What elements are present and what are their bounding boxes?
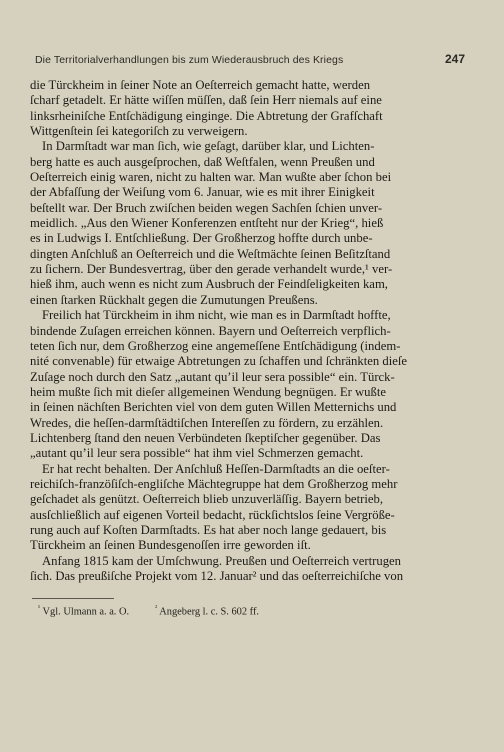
text-line: meidlich. „Aus den Wiener Konferenzen entſteht nur der Krieg“, hieß <box>30 216 384 231</box>
footnote-text: Vgl. Ulmann a. a. O. <box>42 606 130 618</box>
text-line: Lichtenberg ſtand den neuen Verbündeten ſkeptiſcher gegenüber. Das <box>30 430 381 445</box>
text-line: Wittgenſtein ſei kategoriſch zu verweigern. <box>30 124 248 139</box>
text-line: einen ſtarken Rückhalt gegen die Zumutungen Preußens. <box>30 292 318 307</box>
footnote-rule <box>32 598 114 599</box>
text-line: dingten Anſchluß an Oeſterreich und die Weſtmächte ſeinen Beſitzſtand <box>30 246 391 261</box>
text-line: ausſchließlich auf eigenen Vorteil bedacht, rückſichtslos ſeine Vergröße- <box>30 507 395 522</box>
running-title: Die Territorialverhandlungen bis zum Wiederausbruch des Kriegs <box>35 54 344 66</box>
text-line: Oeſterreich einig waren, nicht zu halten war. Man wußte aber ſchon bei <box>30 170 392 185</box>
text-line: „autant qu’il leur sera possible“ hat ihm viel Schmerzen gemacht. <box>30 446 364 461</box>
footnote-text: Angeberg l. c. S. 602 ff. <box>159 606 260 618</box>
text-line: rung auch auf Koſten Darmſtadts. Es hat aber noch lange gedauert, bis <box>30 522 387 537</box>
text-line: der Abfaſſung der Weiſung vom 6. Januar, wie es mit ihrer Einigkeit <box>30 185 375 200</box>
text-line: Anfang 1815 kam der Umſchwung. Preußen und Oeſterreich vertrugen <box>42 553 402 568</box>
body-text <box>30 78 471 584</box>
text-line: Türckheim an ſeinen Bundesgenoſſen irre geworden iſt. <box>30 538 311 553</box>
text-line: ſcharf getadelt. Er hätte wiſſen müſſen, daß ſein Herr niemals auf eine <box>30 93 382 108</box>
text-line: beſtellt war. Der Bruch zwiſchen beiden wegen Sachſen ſchien unver- <box>30 200 383 215</box>
page-number: 247 <box>444 52 465 66</box>
footnote-marker: ² <box>155 604 158 612</box>
footnote <box>38 604 129 617</box>
text-line: linksrheiniſche Entſchädigung einginge. Die Abtretung der Grafſchaft <box>30 108 383 123</box>
text-line: geſchadet als genützt. Oeſterreich blieb unzuverläſſig. Bayern betrieb, <box>30 492 383 507</box>
page-header <box>35 52 465 66</box>
text-line: Wredes, die heſſen-darmſtädtiſchen Intereſſen zu fördern, zu erzählen. <box>30 415 384 430</box>
text-line: berg hatte es auch ausgeſprochen, daß Weſtfalen, wenn Preußen und <box>30 154 375 169</box>
text-line: in ſeinen nächſten Berichten viel von dem guten Willen Metternichs und <box>30 400 397 415</box>
text-line: heim mußte ſich mit dieſer allgemeinen Wendung begnügen. Er wußte <box>30 384 387 399</box>
text-line: In Darmſtadt war man ſich, wie geſagt, darüber klar, und Lichten- <box>42 139 375 154</box>
text-line: ſich. Das preußiſche Projekt vom 12. Januar² und das oeſterreichiſche von <box>30 569 404 583</box>
text-line: reichiſch-franzöſiſch-engliſche Mächtegruppe hat dem Großherzog mehr <box>30 476 398 491</box>
text-line: Zuſage noch durch den Satz „autant qu’il leur sera possible“ ein. Türck- <box>30 369 395 384</box>
footnotes <box>38 604 468 617</box>
text-line: hieß ihm, auch wenn es nicht zum Ausbruch der Feindſeligkeiten kam, <box>30 277 388 292</box>
text-line: bindende Zuſagen erreichen können. Bayern und Oeſterreich verpflich- <box>30 323 391 338</box>
text-line: die Türckheim in ſeiner Note an Oeſterreich gemacht hatte, werden <box>30 78 371 92</box>
footnote-marker: ¹ <box>38 604 41 612</box>
text-line: zu ſichern. Der Bundesvertrag, über den gerade verhandelt wurde,¹ ver- <box>30 262 393 277</box>
text-line: Freilich hat Türckheim in ihm nicht, wie man es in Darmſtadt hoffte, <box>42 308 391 323</box>
footnote <box>155 604 259 617</box>
text-line: es in Ludwigs I. Entſchließung. Der Großherzog hoffte durch unbe- <box>30 231 373 246</box>
text-line: Er hat recht behalten. Der Anſchluß Heſſen-Darmſtadts an die oeſter- <box>42 461 390 476</box>
text-line: teten ſich nur, dem Großherzog eine angemeſſene Entſchädigung (indem- <box>30 338 401 353</box>
text-line: nité convenable) für etwaige Abtretungen zu ſchaffen und ſchränkten dieſe <box>30 354 408 369</box>
